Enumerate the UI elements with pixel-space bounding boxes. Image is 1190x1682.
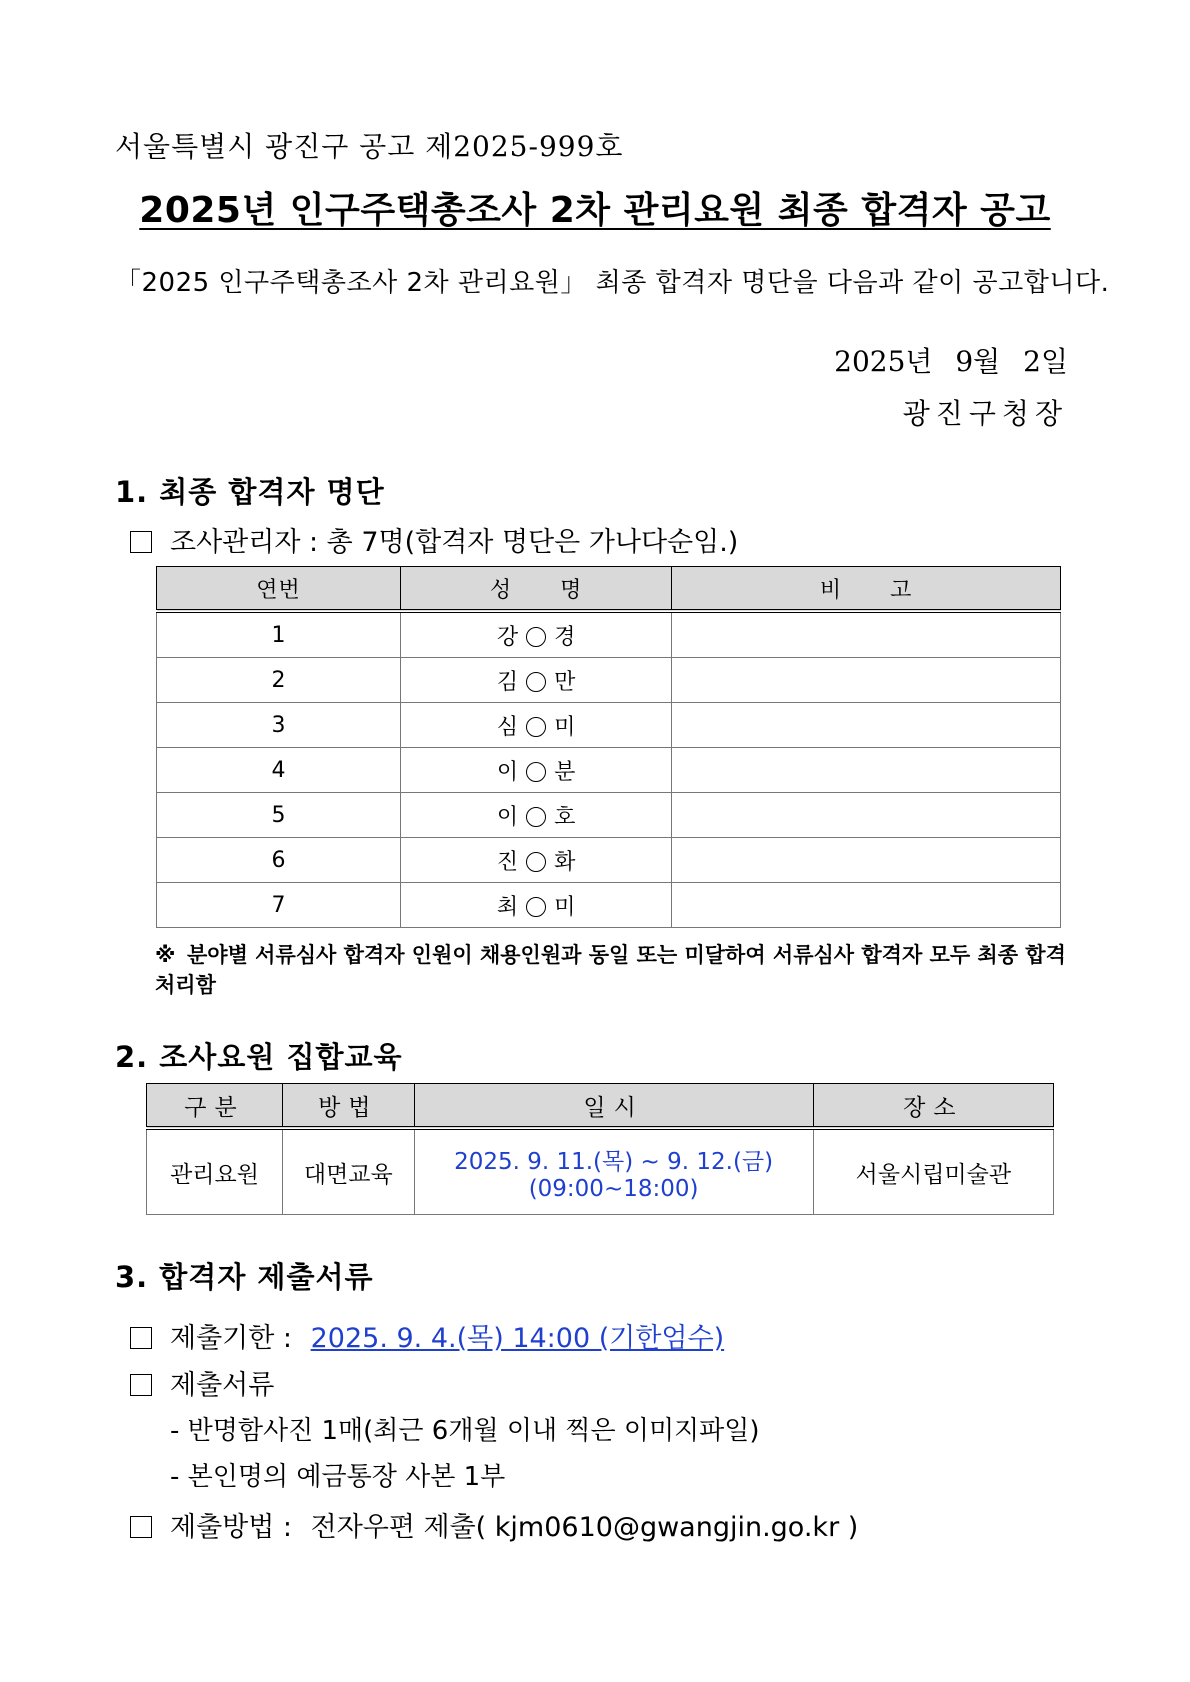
table-row [157,838,1061,883]
signer: 광진구청장 [902,397,1068,430]
section1-summary: 조사관리자 : 총 7명(합격자 명단은 가나다순임.) [130,520,738,559]
finalist-name [401,838,672,883]
finalist-table [156,566,1061,928]
name-last-char: 미 [554,894,576,920]
table-row [157,883,1061,928]
col-header-location: 장소 [813,1084,1053,1129]
checkbox-icon [130,531,152,553]
reference-mark: ※ [155,943,176,967]
training-location: 서울시립미술관 [813,1128,1053,1215]
name-last-char: 경 [554,624,576,650]
row-note [672,793,1061,838]
masked-circle-icon [526,762,546,782]
table-row [157,793,1061,838]
finalist-name [401,883,672,928]
row-number: 4 [157,748,401,793]
table-row [157,611,1061,658]
submission-email: 전자우편 제출( kjm0610@gwangjin.go.kr ) [310,1512,859,1543]
name-first-char: 심 [496,714,519,740]
training-method: 대면교육 [283,1128,415,1215]
name-last-char: 분 [554,759,576,785]
name-last-char: 만 [554,669,576,695]
finalist-name [401,611,672,658]
row-note [672,658,1061,703]
name-first-char: 진 [496,849,519,875]
row-note [672,748,1061,793]
finalist-name [401,658,672,703]
checkbox-icon [130,1327,152,1349]
training-category: 관리요원 [147,1128,283,1215]
row-note [672,611,1061,658]
checkbox-icon [130,1516,152,1538]
intro-text: 「2025 인구주택총조사 2차 관리요원」 최종 합격자 명단을 다음과 같이 공고합니다. [115,268,1110,298]
masked-circle-icon [526,897,546,917]
row-number: 7 [157,883,401,928]
finalist-name [401,748,672,793]
name-first-char: 이 [496,804,519,830]
name-first-char: 강 [496,624,519,650]
training-datetime: 2025. 9. 11.(목) ~ 9. 12.(금) (09:00~18:00) [414,1128,813,1215]
name-last-char: 화 [554,849,576,875]
row-number: 3 [157,703,401,748]
masked-circle-icon [526,807,546,827]
section3-heading: 3. 합격자 제출서류 [115,1260,374,1294]
name-last-char: 미 [554,714,576,740]
document-item: - 반명함사진 1매(최근 6개월 이내 찍은 이미지파일) [170,1416,760,1446]
col-header-category: 구분 [147,1084,283,1129]
documents-line: 제출서류 [130,1363,274,1402]
name-first-char: 최 [496,894,519,920]
masked-circle-icon [526,672,546,692]
table-row [157,748,1061,793]
row-note [672,703,1061,748]
col-header-note: 비 고 [672,567,1061,612]
col-header-method: 방법 [283,1084,415,1129]
name-first-char: 김 [496,669,519,695]
name-first-char: 이 [496,759,519,785]
section2-heading: 2. 조사요원 집합교육 [115,1040,403,1074]
method-line: 제출방법 : 전자우편 제출( kjm0610@gwangjin.go.kr ) [130,1505,858,1544]
training-table [146,1083,1054,1215]
masked-circle-icon [526,717,546,737]
name-last-char: 호 [554,804,576,830]
document-item: - 본인명의 예금통장 사본 1부 [170,1462,506,1492]
checkbox-icon [130,1374,152,1396]
footnote: ※ 분야별 서류심사 합격자 인원이 채용인원과 동일 또는 미달하여 서류심사 합격자 모두 최종 합격 처리함 [155,940,1080,1000]
deadline-value: 2025. 9. 4.(목) 14:00 (기한엄수) [310,1323,725,1354]
table-row [157,703,1061,748]
table-row [157,658,1061,703]
row-number: 1 [157,611,401,658]
masked-circle-icon [526,627,546,647]
finalist-name [401,793,672,838]
row-note [672,883,1061,928]
table-row [147,1128,1054,1215]
notice-number: 서울특별시 광진구 공고 제2025-999호 [115,130,624,163]
section1-heading: 1. 최종 합격자 명단 [115,475,385,509]
row-number: 5 [157,793,401,838]
row-number: 2 [157,658,401,703]
row-number: 6 [157,838,401,883]
row-note [672,838,1061,883]
page-title: 2025년 인구주택총조사 2차 관리요원 최종 합격자 공고 [139,190,1051,231]
col-header-name: 성 명 [401,567,672,612]
masked-circle-icon [526,852,546,872]
finalist-table-body [157,611,1061,928]
finalist-name [401,703,672,748]
col-header-datetime: 일시 [414,1084,813,1129]
deadline-line: 제출기한 : 2025. 9. 4.(목) 14:00 (기한엄수) [130,1316,724,1355]
col-header-no: 연번 [157,567,401,612]
notice-date: 2025년 9월 2일 [834,345,1068,378]
